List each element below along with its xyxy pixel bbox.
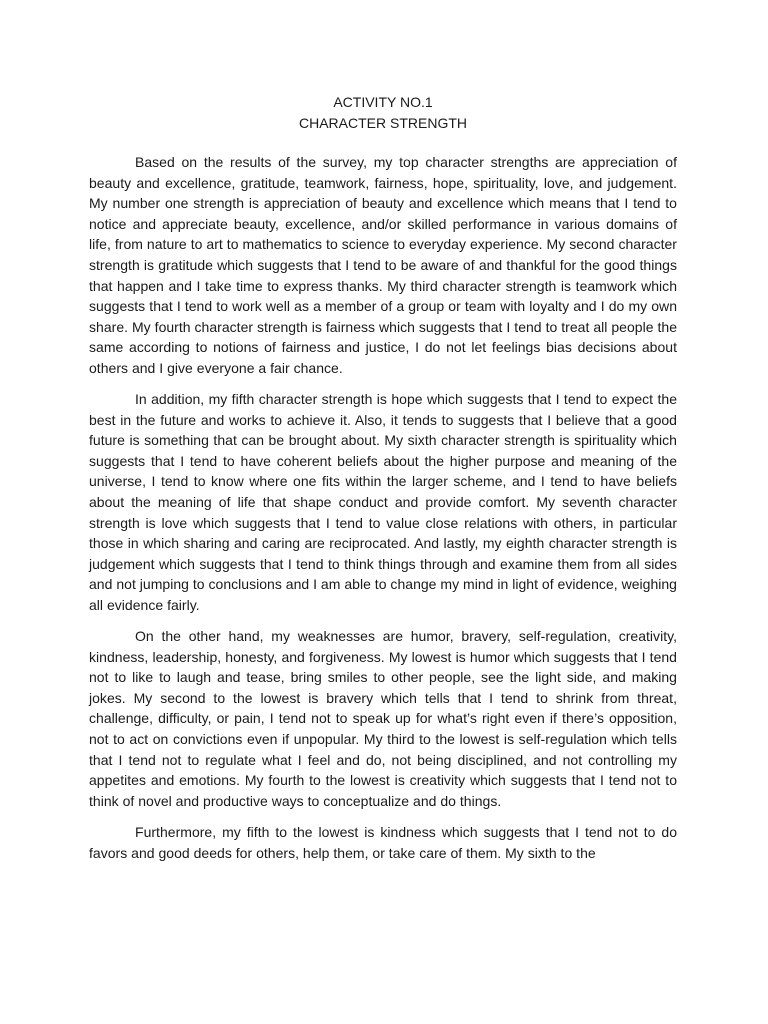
paragraph-2: In addition, my fifth character strength is hope which suggests that I tend to expect the best in the future and works to achieve it. Also, it tends to suggests that I believe that a good future is something that can be brought about. My sixth character strength is spirituality which suggests that I tend to have coherent beliefs about the higher purpose and meaning of the universe, I tend to know where one fits within the larger scheme, and I tend to have beliefs about the meaning of life that shape conduct and provide comfort. My seventh character strength is love which suggests that I tend to value close relations with others, in particular those in which sharing and caring are reciprocated. And lastly, my eighth character strength is judgement which suggests that I tend to think things through and examine them from all sides and not jumping to conclusions and I am able to change my mind in light of evidence, weighing all evidence fairly. (89, 391, 677, 613)
paragraph-3: On the other hand, my weaknesses are humor, bravery, self-regulation, creativity, kindness, leadership, honesty, and forgiveness. My lowest is humor which suggests that I tend not to like to laugh and tease, bring smiles to other people, see the light side, and making jokes. My second to the lowest is bravery which tells that I tend to shrink from threat, challenge, difficulty, or pain, I tend not to speak up for what’s right even if there’s opposition, not to act on convictions even if unpopular. My third to the lowest is self-regulation which tells that I tend not to regulate what I feel and do, not being disciplined, and not controlling my appetites and emotions. My fourth to the lowest is creativity which suggests that I tend not to think of novel and productive ways to conceptualize and do things. (89, 628, 677, 809)
paragraph-4: Furthermore, my fifth to the lowest is kindness which suggests that I tend not to do favors and good deeds for others, help them, or take care of them. My sixth to the (89, 823, 677, 861)
document-page (89, 92, 677, 874)
document-title (89, 92, 677, 133)
title-line-activity: ACTIVITY NO.1 (333, 94, 433, 110)
paragraph-1: Based on the results of the survey, my top character strengths are appreciation of beauty and excellence, gratitude, teamwork, fairness, hope, spirituality, love, and judgement. My number one strength is appreciation of beauty and excellence which means that I tend to notice and appreciate beauty, excellence, and/or skilled performance in various domains of life, from nature to art to mathematics to science to everyday experience. My second character strength is gratitude which suggests that I tend to be aware of and thankful for the good things that happen and I take time to express thanks. My third character strength is teamwork which suggests that I tend to work well as a member of a group or team with loyalty and I do my own share. My fourth character strength is fairness which suggests that I tend to treat all people the same according to notions of fairness and justice, I do not let feelings bias decisions about others and I give everyone a fair chance. (89, 154, 677, 376)
title-line-subject: CHARACTER STRENGTH (298, 114, 467, 131)
